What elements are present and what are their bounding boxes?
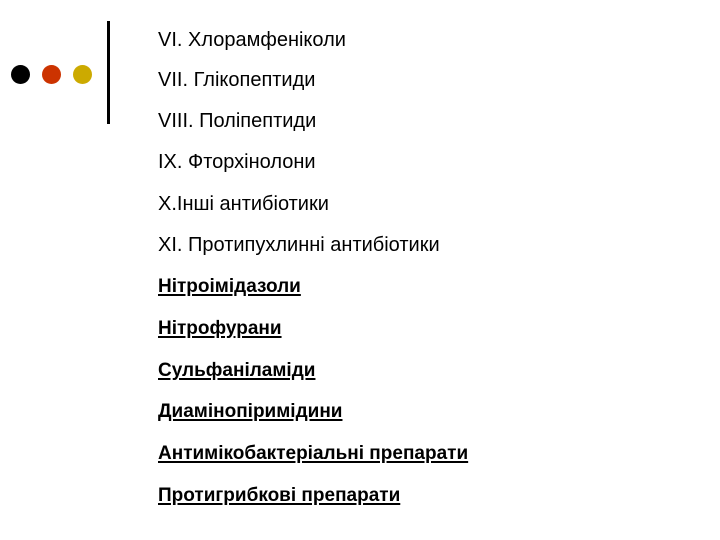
list-item-fluoroquinolones: IX. Фторхінолони	[158, 151, 316, 173]
bullet-dot-black	[11, 65, 30, 84]
list-item-sulfonamides: Сульфаніламіди	[158, 360, 316, 381]
list-item-other-antibiotics: X.Інші антибіотики	[158, 193, 329, 215]
list-item-antitumor-antibiotics: XI. Протипухлинні антибіотики	[158, 234, 440, 256]
bullet-dot-red	[42, 65, 61, 84]
list-item-nitroimidazoles: Нітроімідазоли	[158, 276, 301, 297]
list-item-diaminopyrimidines: Диамінопіримідини	[158, 401, 343, 422]
list-item-chloramphenicols: VI. Хлорамфеніколи	[158, 29, 346, 51]
list-item-glycopeptides: VII. Глікопептиди	[158, 69, 316, 91]
list-item-nitrofurans: Нітрофурани	[158, 318, 282, 339]
list-item-antifungal-drugs: Протигрибкові препарати	[158, 485, 401, 506]
list-item-antimycobacterial-drugs: Антимікобактеріальні препарати	[158, 443, 469, 464]
bullet-dot-gold	[73, 65, 92, 84]
list-item-polypeptides: VIII. Поліпептиди	[158, 110, 317, 132]
vertical-divider	[107, 21, 110, 124]
